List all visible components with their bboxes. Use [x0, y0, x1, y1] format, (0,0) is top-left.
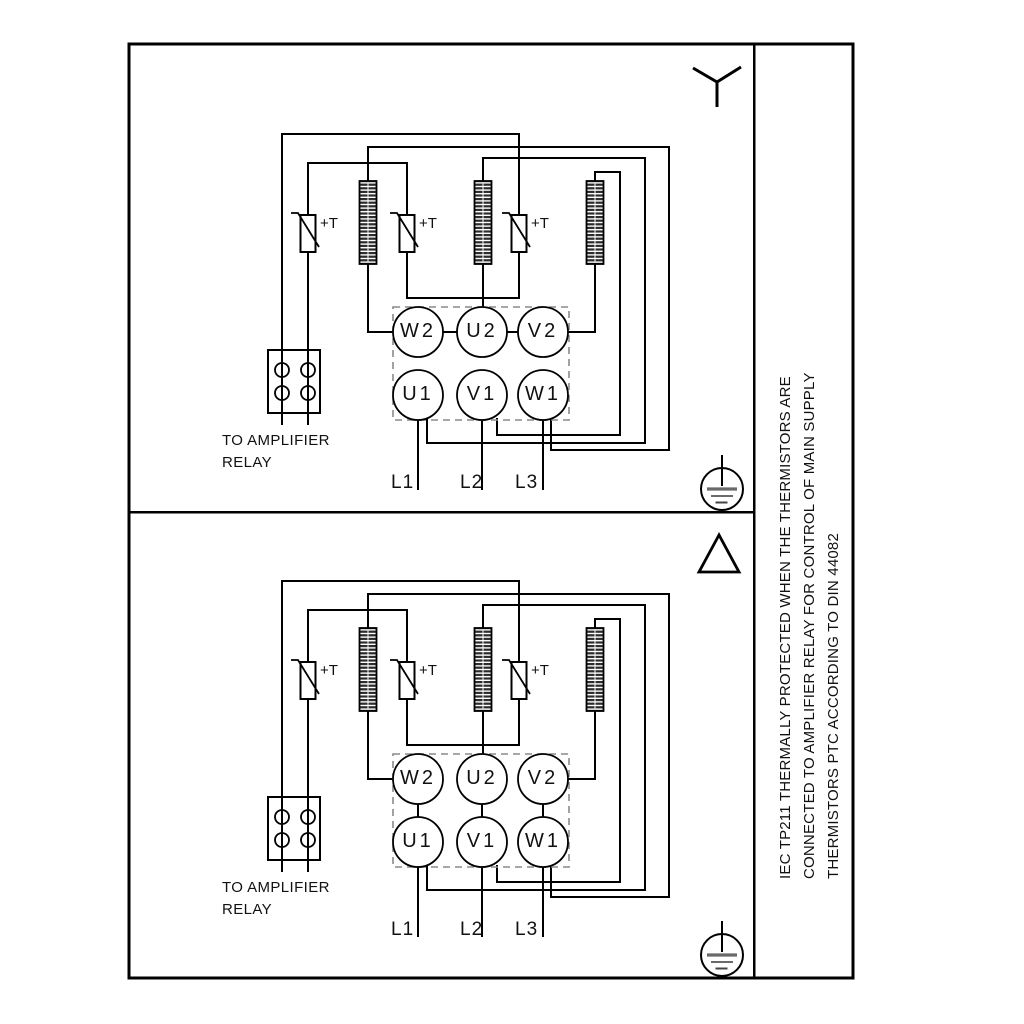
supply-label-l3: L3	[515, 919, 539, 940]
thermistor-label: +T	[531, 215, 549, 232]
thermistor-label: +T	[419, 662, 437, 679]
terminal-label-w1: W1	[525, 383, 561, 405]
side-note-line2: CONNECTED TO AMPLIFIER RELAY FOR CONTROL OF MAIN SUPPLY	[801, 372, 818, 879]
ground-icon-top	[701, 455, 743, 510]
side-note	[774, 319, 846, 879]
terminal-label-u1: U1	[402, 830, 434, 852]
terminal-label-v2: V2	[527, 320, 559, 342]
terminal-label-v2: V2	[527, 767, 559, 789]
terminal-label-w2: W2	[400, 320, 436, 342]
terminal-label-v1: V1	[466, 383, 498, 405]
supply-label-l3: L3	[515, 472, 539, 493]
relay-note-line2: RELAY	[222, 454, 273, 471]
terminal-label-u2: U2	[466, 320, 498, 342]
relay-note-line2: RELAY	[222, 901, 273, 918]
supply-label-l2: L2	[460, 472, 484, 493]
terminal-label-u2: U2	[466, 767, 498, 789]
thermistor-label: +T	[531, 662, 549, 679]
relay-note-line1: TO AMPLIFIER	[222, 432, 330, 449]
terminal-label-u1: U1	[402, 383, 434, 405]
terminal-label-v1: V1	[466, 830, 498, 852]
delta-triangle-icon	[699, 535, 739, 572]
supply-label-l2: L2	[460, 919, 484, 940]
side-note-line3: THERMISTORS PTC ACCORDING TO DIN 44082	[825, 532, 842, 879]
thermistor-label: +T	[320, 215, 338, 232]
thermistor-label: +T	[419, 215, 437, 232]
thermistor-label: +T	[320, 662, 338, 679]
ground-icon-bottom	[701, 921, 743, 976]
side-note-line1: IEC TP211 THERMALLY PROTECTED WHEN THE THERMISTORS ARE	[777, 376, 794, 879]
delta-bridge-links	[418, 804, 543, 817]
terminal-label-w1: W1	[525, 830, 561, 852]
relay-note-line1: TO AMPLIFIER	[222, 879, 330, 896]
supply-label-l1: L1	[391, 919, 415, 940]
supply-label-l1: L1	[391, 472, 415, 493]
terminal-label-w2: W2	[400, 767, 436, 789]
wye-star-icon	[693, 67, 741, 107]
